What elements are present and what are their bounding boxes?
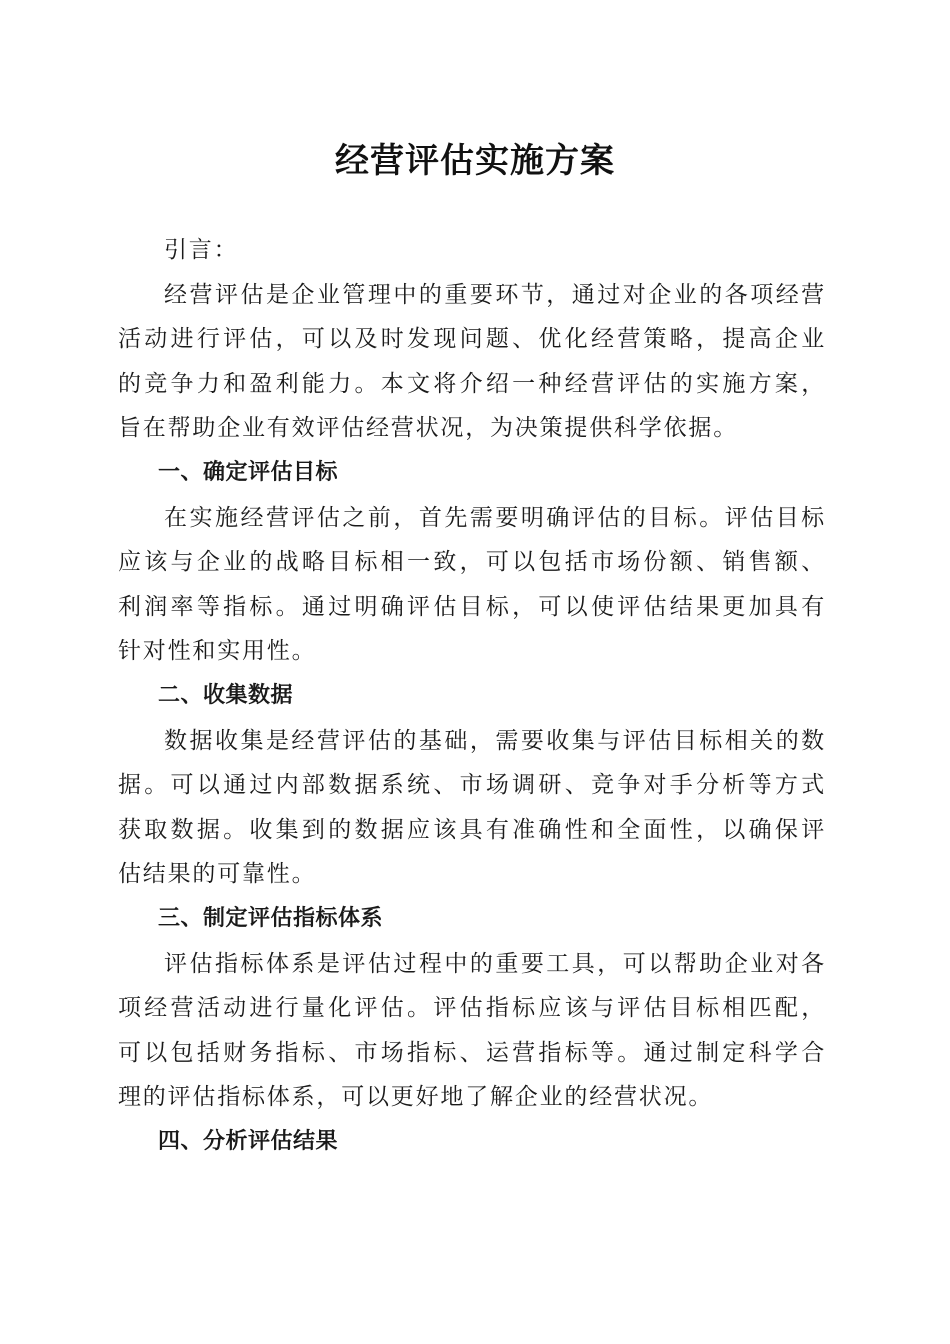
document-body [118,228,826,1164]
intro-label: 引言： [164,237,239,263]
paragraph-line: 旨在帮助企业有效评估经营状况，为决策提供科学依据。 [118,415,738,442]
section-heading: 一、确定评估目标 [158,459,339,485]
paragraph-line: 评估指标体系是评估过程中的重要工具，可以帮助企业对各 [164,950,826,977]
paragraph-line: 应该与企业的战略目标相一致，可以包括市场份额、销售额、 [118,549,826,576]
document-title: 经营评估实施方案 [335,141,615,181]
paragraph-line: 的竞争力和盈利能力。本文将介绍一种经营评估的实施方案， [118,370,826,397]
paragraph-line: 可以包括财务指标、市场指标、运营指标等。通过制定科学合 [118,1039,826,1066]
paragraph-line: 获取数据。收集到的数据应该具有准确性和全面性，以确保评 [118,816,826,843]
paragraph-line: 数据收集是经营评估的基础，需要收集与评估目标相关的数 [164,727,826,754]
section-heading: 三、制定评估指标体系 [158,905,384,931]
paragraph-line: 活动进行评估，可以及时发现问题、优化经营策略，提高企业 [118,326,826,353]
paragraph-line: 经营评估是企业管理中的重要环节，通过对企业的各项经营 [164,281,826,308]
paragraph-line: 项经营活动进行量化评估。评估指标应该与评估目标相匹配， [118,995,826,1022]
paragraph-line: 估结果的可靠性。 [118,861,317,888]
paragraph-line: 据。可以通过内部数据系统、市场调研、竞争对手分析等方式 [118,772,826,799]
section-heading: 四、分析评估结果 [158,1128,339,1154]
paragraph-line: 针对性和实用性。 [118,638,317,665]
paragraph-line: 利润率等指标。通过明确评估目标，可以使评估结果更加具有 [118,593,826,620]
paragraph-line: 理的评估指标体系，可以更好地了解企业的经营状况。 [118,1084,714,1111]
section-heading: 二、收集数据 [158,682,294,708]
paragraph-line: 在实施经营评估之前，首先需要明确评估的目标。评估目标 [164,504,826,531]
